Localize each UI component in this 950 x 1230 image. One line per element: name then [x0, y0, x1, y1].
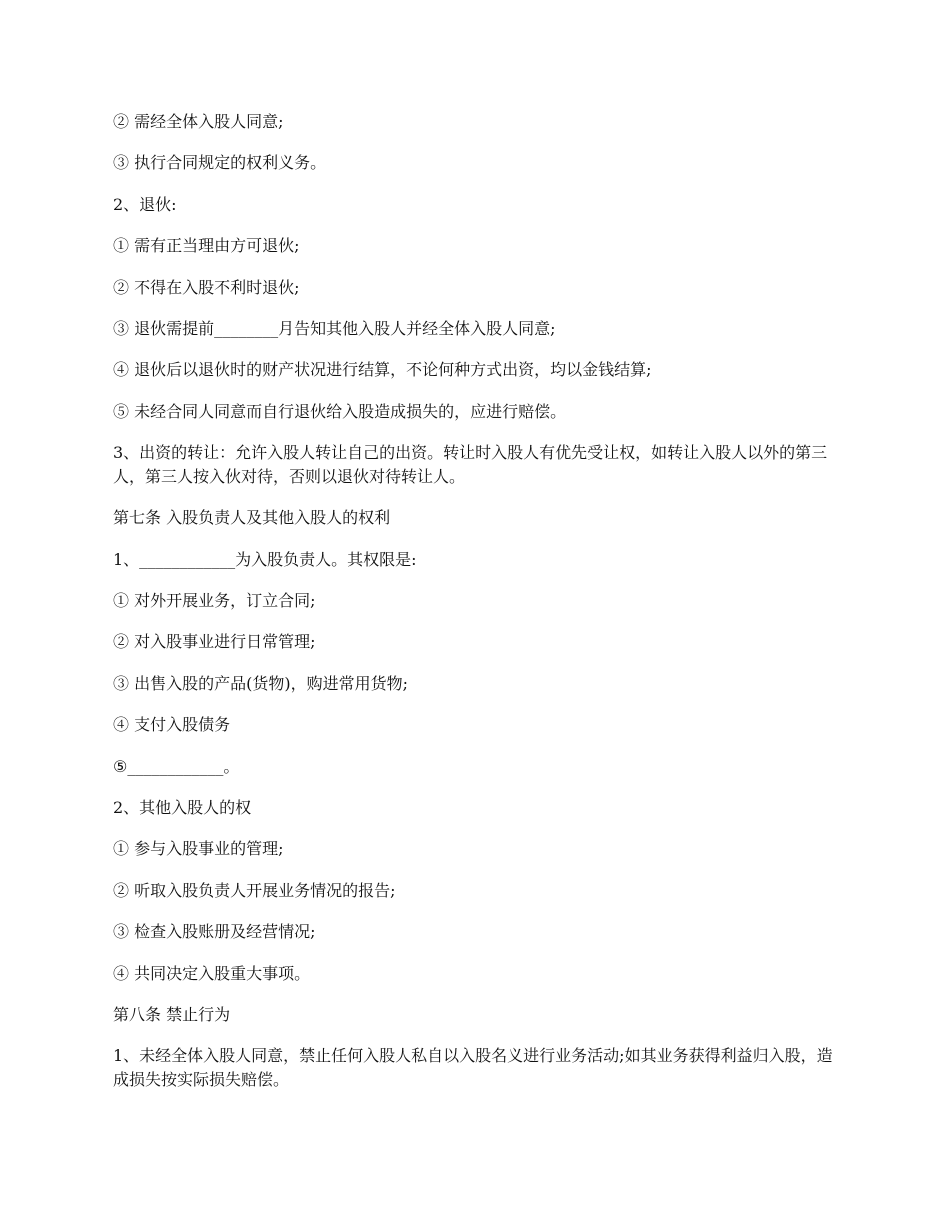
paragraph: ② 不得在入股不利时退伙;	[113, 277, 300, 297]
paragraph: ① 参与入股事业的管理;	[113, 839, 284, 859]
paragraph: 1、未经全体入股人同意，禁止任何入股人私自以入股名义进行业务活动;如其业务获得利益归入股，造成损失按实际损失赔偿。	[113, 1046, 833, 1090]
paragraph: ⑤ 未经合同人同意而自行退伙给入股造成损失的，应进行赔偿。	[113, 401, 567, 421]
paragraph: ① 需有正当理由方可退伙;	[113, 236, 300, 256]
paragraph: ③ 执行合同规定的权利义务。	[113, 153, 327, 173]
paragraph: ⑤____________。	[113, 756, 240, 776]
paragraph: ④ 共同决定入股重大事项。	[113, 963, 311, 983]
paragraph: ① 对外开展业务，订立合同;	[113, 591, 316, 611]
document-body	[113, 110, 833, 1110]
paragraph: ② 对入股事业进行日常管理;	[113, 632, 316, 652]
paragraph: ② 听取入股负责人开展业务情况的报告;	[113, 880, 396, 900]
paragraph: ④ 退伙后以退伙时的财产状况进行结算，不论何种方式出资，均以金钱结算;	[113, 360, 652, 380]
paragraph: ③ 出售入股的产品(货物)，购进常用货物;	[113, 673, 408, 693]
paragraph: ③ 检查入股账册及经营情况;	[113, 922, 316, 942]
article-heading: 第七条 入股负责人及其他入股人的权利	[113, 508, 391, 528]
paragraph: 1、____________为入股负责人。其权限是:	[113, 549, 417, 569]
paragraph: ③ 退伙需提前________月告知其他入股人并经全体入股人同意;	[113, 318, 556, 338]
section-heading: 2、退伙:	[113, 194, 177, 214]
paragraph: ④ 支付入股债务	[113, 715, 231, 735]
paragraph: ② 需经全体入股人同意;	[113, 112, 284, 131]
paragraph: 3、出资的转让：允许入股人转让自己的出资。转让时入股人有优先受让权，如转让入股人以外的第三人，第三人按入伙对待，否则以退伙对待转让人。	[113, 443, 828, 486]
article-heading: 第八条 禁止行为	[113, 1005, 231, 1024]
section-heading: 2、其他入股人的权	[113, 798, 252, 818]
